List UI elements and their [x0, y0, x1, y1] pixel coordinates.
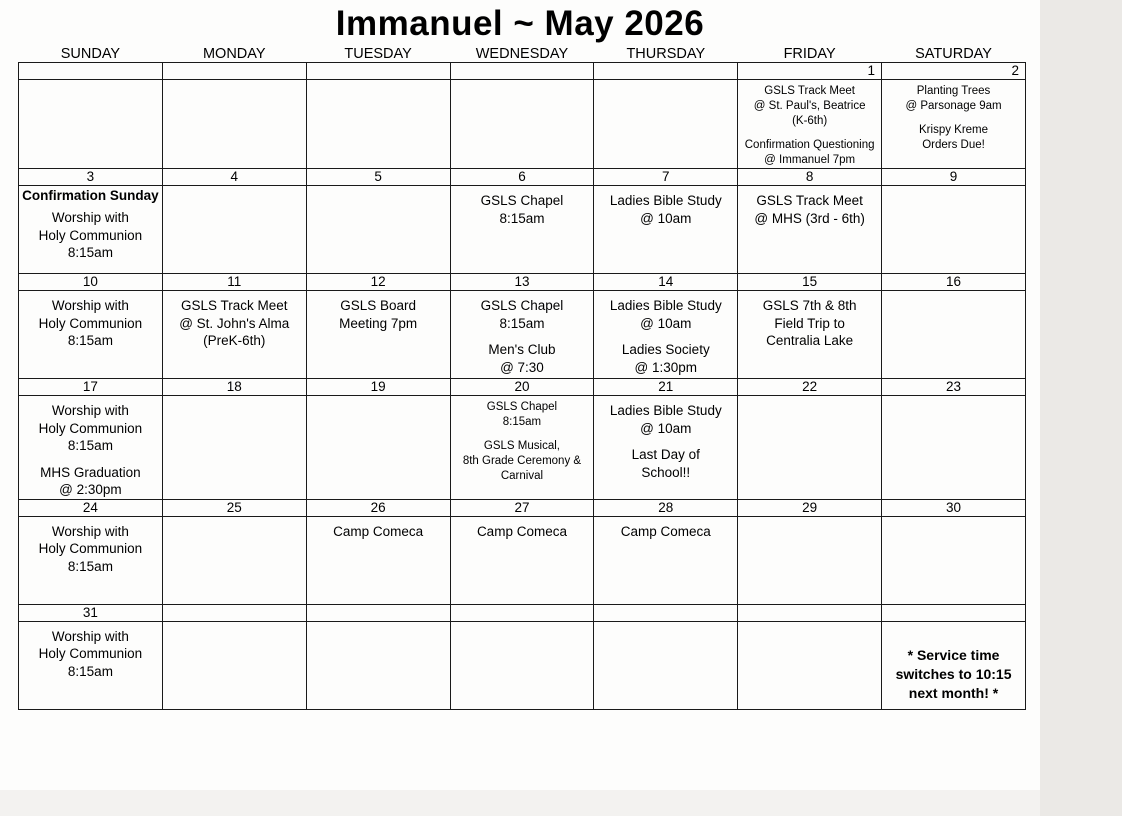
day-cell-12 [306, 274, 450, 379]
day-events [738, 80, 881, 168]
day-events [307, 291, 450, 332]
day-cell-4 [162, 169, 306, 274]
day-number [594, 63, 737, 80]
day-cell-3 [19, 169, 163, 274]
dayname-sunday: SUNDAY [60, 46, 121, 62]
day-events [307, 517, 450, 541]
day-number: 6 [451, 169, 594, 186]
day-events [19, 517, 162, 576]
day-cell-11 [162, 274, 306, 379]
day-events [594, 517, 737, 541]
scan-edge-right [1040, 0, 1122, 816]
event-item: Worship with Holy Communion 8:15am [38, 403, 143, 453]
day-cell-8 [738, 169, 882, 274]
day-header-label: Confirmation Sunday [22, 188, 159, 203]
day-events [19, 396, 162, 499]
event-item: Confirmation Questioning @ Immanuel 7pm [744, 139, 875, 166]
calendar-body [19, 63, 1026, 710]
day-cell-30 [882, 499, 1026, 604]
calendar-week-row [19, 169, 1026, 274]
event-item: Ladies Bible Study @ 10am [609, 403, 722, 436]
day-cell-9 [882, 169, 1026, 274]
day-cell-empty [738, 604, 882, 709]
day-events [19, 622, 162, 681]
day-events [451, 186, 594, 227]
calendar-week-row [19, 379, 1026, 500]
event-item: Men's Club @ 7:30 [488, 342, 556, 375]
day-cell-29 [738, 499, 882, 604]
day-events [163, 291, 306, 350]
day-number [738, 605, 881, 622]
day-number [594, 605, 737, 622]
day-number: 16 [882, 274, 1025, 291]
day-number: 21 [594, 379, 737, 396]
day-cell-19 [306, 379, 450, 500]
event-item: GSLS Chapel 8:15am [480, 193, 564, 226]
day-cell-empty [450, 604, 594, 709]
day-events [451, 396, 594, 484]
calendar-table [18, 46, 1026, 710]
day-cell-10 [19, 274, 163, 379]
day-cell-empty [306, 604, 450, 709]
scan-edge-bottom [0, 790, 1040, 816]
day-number: 30 [882, 500, 1025, 517]
event-item: Camp Comeca [620, 523, 711, 539]
day-number: 11 [163, 274, 306, 291]
day-events [882, 80, 1025, 153]
dayname-monday: MONDAY [202, 46, 266, 62]
day-number: 2 [882, 63, 1025, 80]
day-events [451, 517, 594, 541]
day-number: 1 [738, 63, 881, 80]
day-cell-21 [594, 379, 738, 500]
event-item: Last Day of School!! [631, 447, 700, 480]
day-number: 7 [594, 169, 737, 186]
event-item: Camp Comeca [333, 523, 424, 539]
day-cell-20 [450, 379, 594, 500]
day-cell-empty [882, 604, 1026, 709]
event-item: Worship with Holy Communion 8:15am [38, 210, 143, 260]
event-item: Ladies Bible Study @ 10am [609, 193, 722, 226]
day-number: 22 [738, 379, 881, 396]
event-item: Camp Comeca [476, 523, 567, 539]
day-number: 13 [451, 274, 594, 291]
event-item: Worship with Holy Communion 8:15am [38, 298, 143, 348]
day-number: 27 [451, 500, 594, 517]
event-item: GSLS Board Meeting 7pm [339, 298, 418, 331]
day-number [163, 605, 306, 622]
event-item: GSLS 7th & 8th Field Trip to Centralia Lake [762, 298, 857, 348]
event-item: Ladies Bible Study @ 10am [609, 298, 722, 331]
event-item: MHS Graduation @ 2:30pm [40, 464, 141, 497]
event-item: Krispy Kreme Orders Due! [919, 124, 989, 151]
day-events [451, 291, 594, 376]
day-number: 28 [594, 500, 737, 517]
day-events [594, 396, 737, 481]
day-events [594, 291, 737, 376]
day-cell-5 [306, 169, 450, 274]
day-cell-6 [450, 169, 594, 274]
day-number [882, 605, 1025, 622]
day-cell-13 [450, 274, 594, 379]
day-number: 3 [19, 169, 162, 186]
calendar-header-row [19, 46, 1026, 63]
dayname-tuesday: TUESDAY [344, 46, 412, 62]
day-cell-empty [450, 63, 594, 169]
event-item: GSLS Track Meet @ MHS (3rd - 6th) [754, 193, 865, 226]
day-number: 29 [738, 500, 881, 517]
day-cell-17 [19, 379, 163, 500]
event-item: Planting Trees @ Parsonage 9am [905, 85, 1002, 112]
day-number: 10 [19, 274, 162, 291]
calendar-week-row [19, 274, 1026, 379]
day-events [19, 203, 162, 262]
day-events [738, 291, 881, 350]
day-number: 25 [163, 500, 306, 517]
calendar-week-row [19, 499, 1026, 604]
day-cell-16 [882, 274, 1026, 379]
dayname-friday: FRIDAY [783, 46, 836, 62]
dayname-saturday: SATURDAY [915, 46, 992, 62]
event-item: GSLS Track Meet @ St. John's Alma (PreK-6th) [179, 298, 290, 348]
day-cell-22 [738, 379, 882, 500]
day-number: 4 [163, 169, 306, 186]
day-number: 9 [882, 169, 1025, 186]
day-cell-empty [594, 63, 738, 169]
day-number: 17 [19, 379, 162, 396]
day-number [451, 63, 594, 80]
event-item: GSLS Chapel 8:15am [486, 401, 558, 428]
day-cell-1 [738, 63, 882, 169]
day-cell-15 [738, 274, 882, 379]
day-cell-empty [162, 63, 306, 169]
calendar-note: * Service time switches to 10:15 next month! * [895, 646, 1012, 701]
day-number: 12 [307, 274, 450, 291]
dayname-thursday: THURSDAY [626, 46, 706, 62]
calendar-week-row [19, 604, 1026, 709]
day-cell-31 [19, 604, 163, 709]
day-cell-18 [162, 379, 306, 500]
day-number: 19 [307, 379, 450, 396]
day-number: 23 [882, 379, 1025, 396]
day-cell-empty [162, 604, 306, 709]
day-cell-empty [19, 63, 163, 169]
event-item: Worship with Holy Communion 8:15am [38, 523, 143, 574]
day-cell-24 [19, 499, 163, 604]
calendar-title: Immanuel ~ May 2026 [335, 4, 705, 43]
day-number [307, 63, 450, 80]
event-item: GSLS Track Meet @ St. Paul's, Beatrice (K-6th) [753, 85, 866, 127]
day-events [19, 291, 162, 350]
event-item: Worship with Holy Communion 8:15am [38, 628, 143, 679]
day-events [738, 186, 881, 227]
day-number [163, 63, 306, 80]
day-cell-26 [306, 499, 450, 604]
day-events [594, 186, 737, 227]
day-number: 20 [451, 379, 594, 396]
day-cell-empty [594, 604, 738, 709]
day-number [307, 605, 450, 622]
day-number: 31 [19, 605, 162, 622]
day-number: 14 [594, 274, 737, 291]
day-cell-27 [450, 499, 594, 604]
day-number: 5 [307, 169, 450, 186]
dayname-wednesday: WEDNESDAY [475, 46, 569, 62]
day-cell-23 [882, 379, 1026, 500]
event-item: GSLS Chapel 8:15am [480, 298, 564, 331]
day-number: 15 [738, 274, 881, 291]
day-cell-empty [306, 63, 450, 169]
day-number [19, 63, 162, 80]
day-cell-25 [162, 499, 306, 604]
day-cell-14 [594, 274, 738, 379]
day-cell-28 [594, 499, 738, 604]
day-number: 26 [307, 500, 450, 517]
day-cell-7 [594, 169, 738, 274]
day-cell-2 [882, 63, 1026, 169]
day-number: 18 [163, 379, 306, 396]
calendar-week-row [19, 63, 1026, 169]
day-number: 24 [19, 500, 162, 517]
day-number [451, 605, 594, 622]
day-number: 8 [738, 169, 881, 186]
event-item: GSLS Musical, 8th Grade Ceremony & Carnival [462, 440, 582, 482]
event-item: Ladies Society @ 1:30pm [621, 342, 710, 375]
